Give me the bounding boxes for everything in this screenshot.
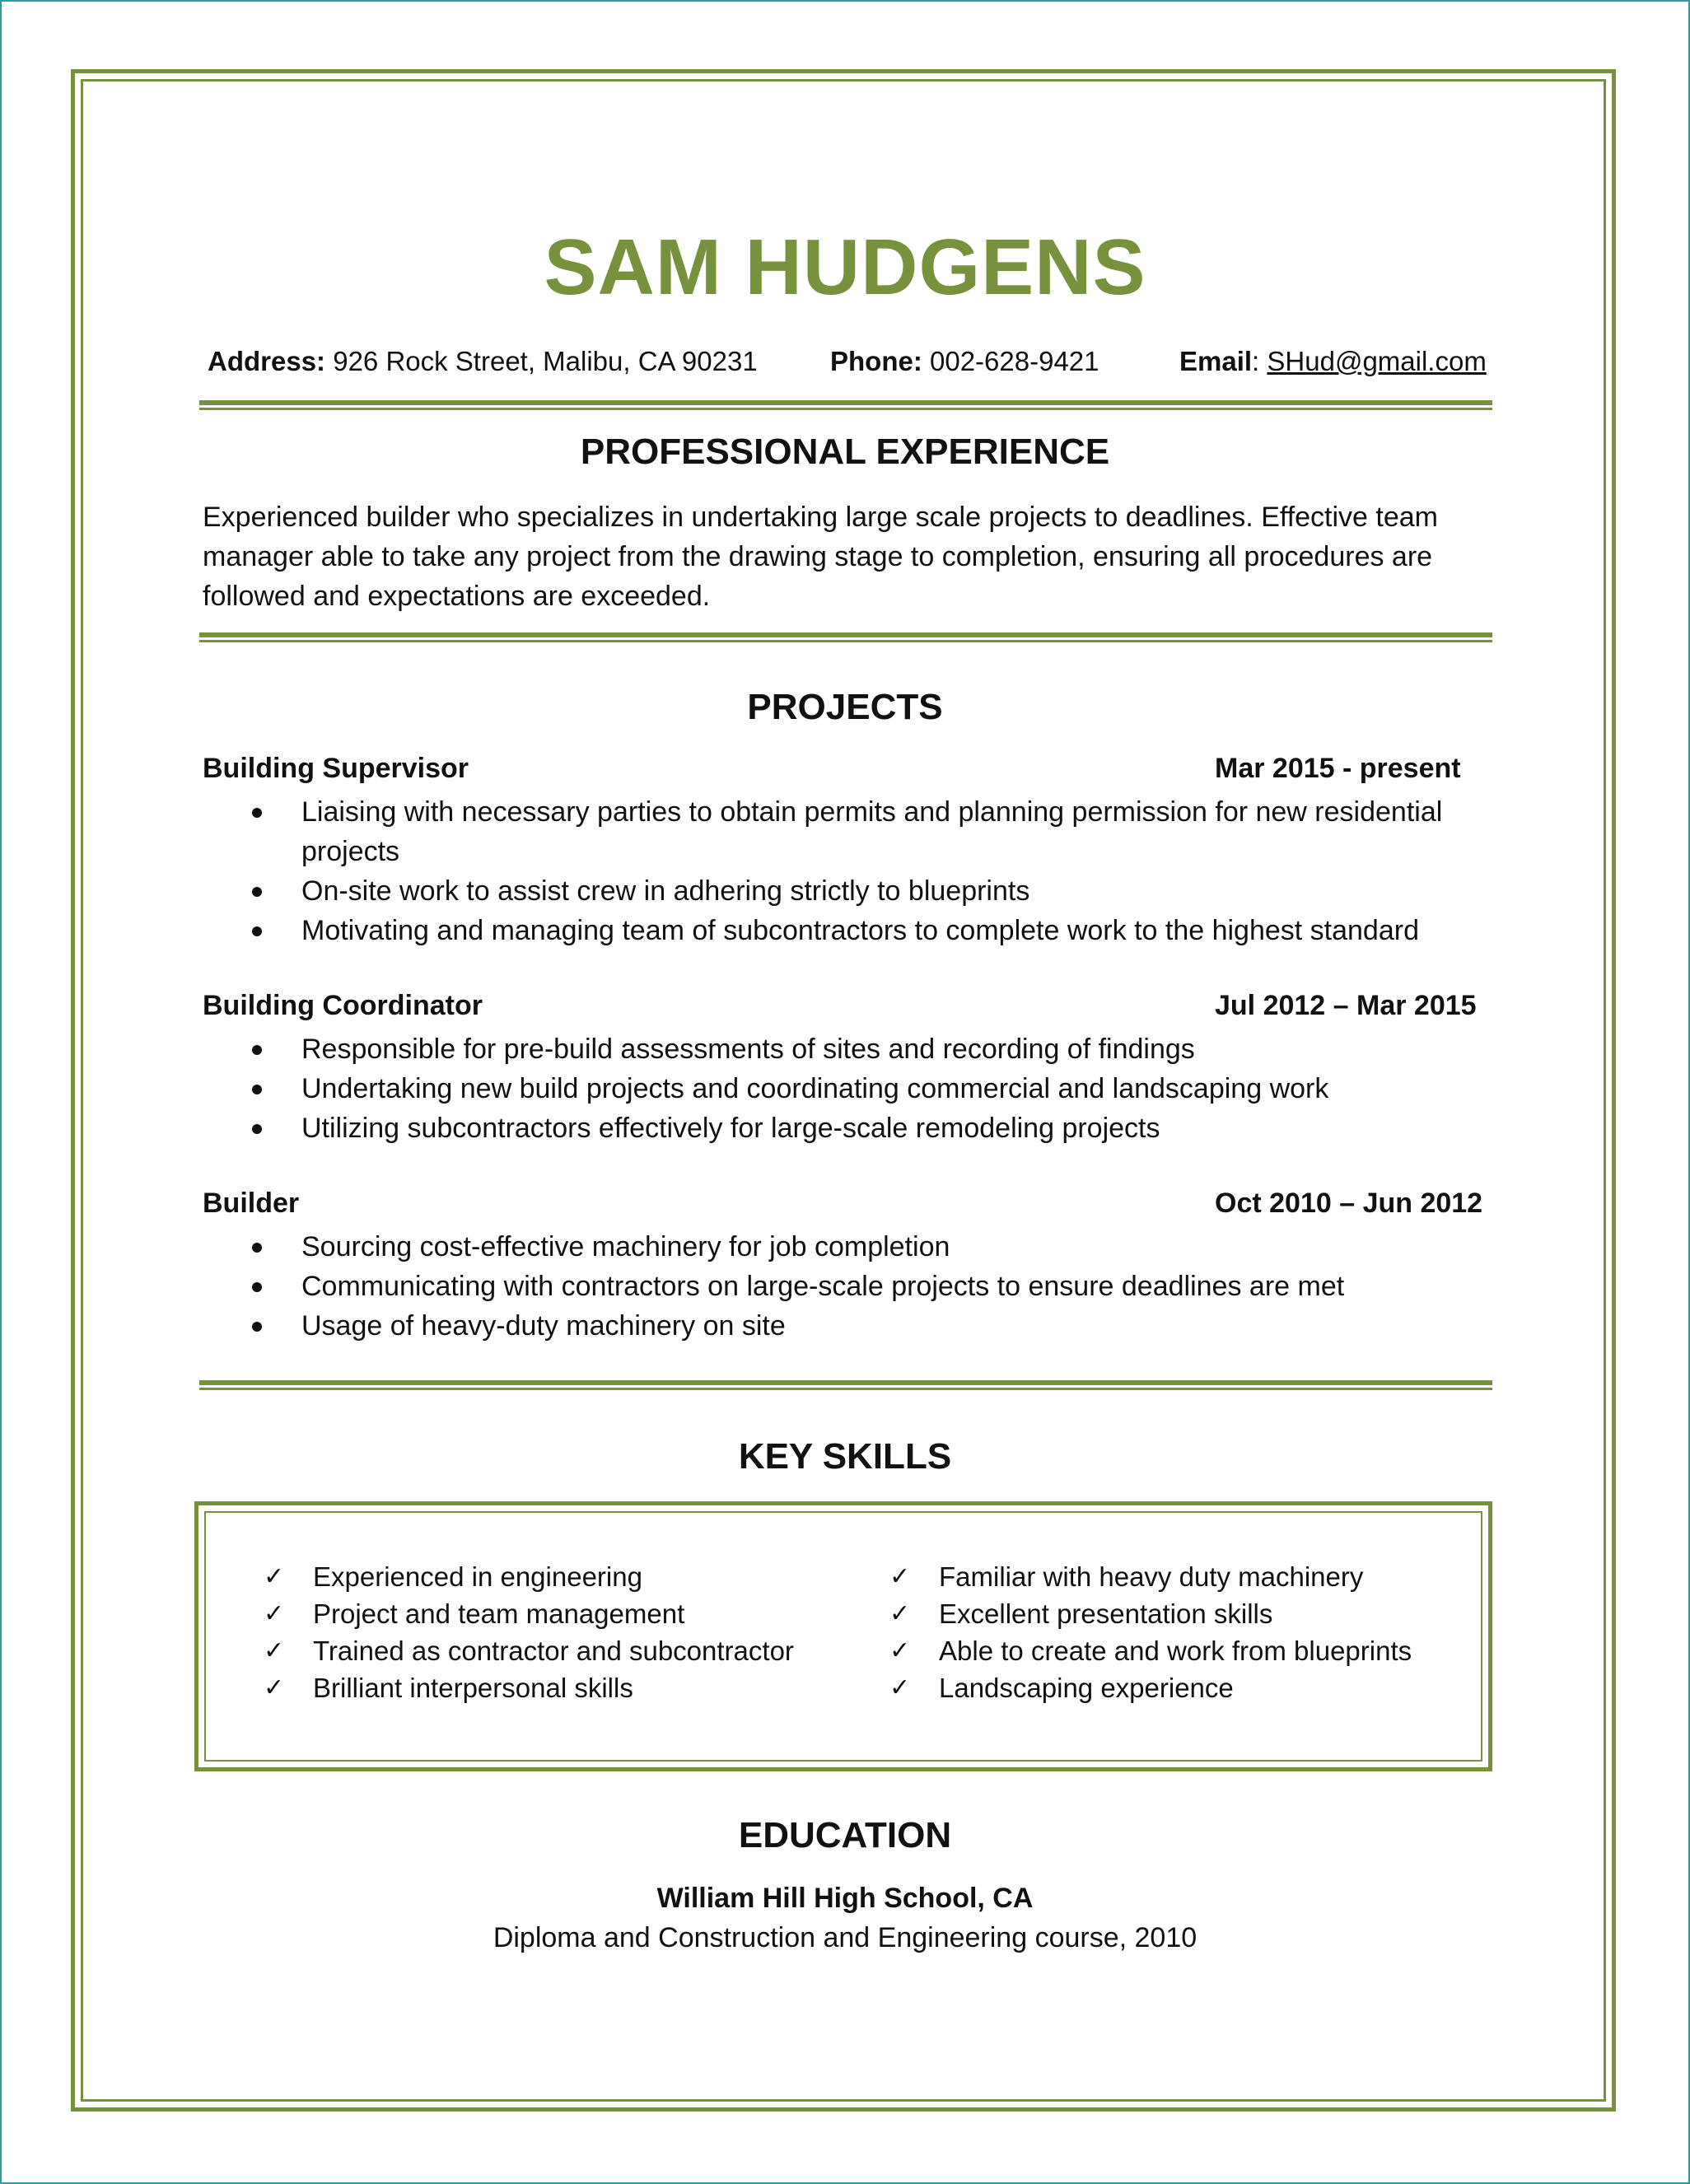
- divider: [199, 632, 1492, 644]
- list-item: [203, 911, 1504, 950]
- section-title-experience: PROFESSIONAL EXPERIENCE: [580, 432, 1110, 472]
- skill-text: Project and team management: [313, 1598, 685, 1629]
- check-icon: ✓: [264, 1562, 285, 1591]
- skill-text: Landscaping experience: [939, 1673, 1234, 1703]
- bullet-icon: [252, 1085, 262, 1094]
- job-dates: Oct 2010 – Jun 2012: [1215, 1188, 1483, 1219]
- section-title-skills: KEY SKILLS: [738, 1436, 952, 1477]
- divider: [199, 1380, 1492, 1392]
- list-item: [264, 1632, 794, 1669]
- bullet-icon: [252, 1282, 262, 1292]
- job-role: Building Coordinator: [203, 990, 483, 1021]
- check-icon: ✓: [264, 1599, 285, 1628]
- phone-label: Phone:: [830, 346, 922, 376]
- list-item: [889, 1558, 1412, 1595]
- list-item: [203, 1306, 1504, 1346]
- list-item: [203, 1029, 1504, 1069]
- check-icon: ✓: [889, 1636, 911, 1665]
- job-bullets: [203, 1227, 1504, 1346]
- skill-text: Trained as contractor and subcontractor: [313, 1636, 794, 1666]
- list-item: [203, 1108, 1504, 1148]
- bullet-icon: [252, 887, 262, 897]
- skill-text: Excellent presentation skills: [939, 1598, 1273, 1629]
- list-item: [203, 1267, 1504, 1306]
- bullet-text: Undertaking new build projects and coordinating commercial and landscaping work: [301, 1073, 1329, 1104]
- bullet-text: Utilizing subcontractors effectively for large-scale remodeling projects: [301, 1113, 1160, 1144]
- list-item: [264, 1558, 794, 1595]
- skill-text: Experienced in engineering: [313, 1561, 642, 1592]
- section-title-education: EDUCATION: [738, 1815, 952, 1855]
- email-link[interactable]: SHud@gmail.com: [1267, 346, 1487, 376]
- check-icon: ✓: [264, 1673, 285, 1702]
- job-bullets: [203, 1029, 1504, 1148]
- bullet-text: On-site work to assist crew in adhering strictly to blueprints: [301, 875, 1030, 907]
- email-label: Email: [1179, 346, 1253, 376]
- contact-email: [1179, 346, 1487, 377]
- skills-list-left: [264, 1558, 794, 1706]
- list-item: [264, 1669, 794, 1706]
- experience-summary: Experienced builder who specializes in undertaking large scale projects to deadlines. Effective team manager able to take any project from the drawing stage to completion, ensuring all procedures are followed and expectations are exceeded.: [203, 502, 1439, 612]
- skill-text: Brilliant interpersonal skills: [313, 1673, 633, 1703]
- list-item: [203, 792, 1504, 871]
- bullet-icon: [252, 1243, 262, 1253]
- skill-text: Able to create and work from blueprints: [939, 1636, 1412, 1666]
- education-school: William Hill High School, CA: [656, 1883, 1034, 1914]
- contact-address: [208, 346, 758, 377]
- address-value: 926 Rock Street, Malibu, CA 90231: [333, 346, 758, 376]
- list-item: [203, 1227, 1504, 1267]
- contact-phone: [830, 346, 1099, 377]
- bullet-icon: [252, 926, 262, 936]
- address-label: Address:: [208, 346, 326, 376]
- check-icon: ✓: [264, 1636, 285, 1665]
- section-title-projects: PROJECTS: [747, 687, 943, 727]
- email-label-colon: :: [1252, 346, 1260, 376]
- bullet-text: Communicating with contractors on large-scale projects to ensure deadlines are met: [301, 1271, 1345, 1302]
- bullet-icon: [252, 1322, 262, 1332]
- list-item: [203, 871, 1504, 911]
- job-bullets: [203, 792, 1504, 950]
- bullet-text: Responsible for pre-build assessments of sites and recording of findings: [301, 1034, 1195, 1065]
- bullet-icon: [252, 1124, 262, 1134]
- bullet-icon: [252, 808, 262, 818]
- check-icon: ✓: [889, 1599, 911, 1628]
- phone-value: 002-628-9421: [930, 346, 1099, 376]
- skills-list-right: [889, 1558, 1412, 1706]
- list-item: [264, 1595, 794, 1632]
- job-role: Building Supervisor: [203, 753, 469, 784]
- job-dates: Mar 2015 - present: [1215, 753, 1461, 784]
- bullet-icon: [252, 1045, 262, 1055]
- skill-text: Familiar with heavy duty machinery: [939, 1561, 1364, 1592]
- divider: [199, 400, 1492, 412]
- list-item: [889, 1669, 1412, 1706]
- bullet-text: Liaising with necessary parties to obtain permits and planning permission for new residential projects: [301, 796, 1443, 867]
- list-item: [203, 1069, 1504, 1108]
- check-icon: ✓: [889, 1673, 911, 1702]
- check-icon: ✓: [889, 1562, 911, 1591]
- list-item: [889, 1595, 1412, 1632]
- bullet-text: Sourcing cost-effective machinery for job completion: [301, 1231, 950, 1262]
- job-dates: Jul 2012 – Mar 2015: [1215, 990, 1477, 1021]
- education-course: Diploma and Construction and Engineering course, 2010: [493, 1922, 1197, 1953]
- candidate-name: SAM HUDGENS: [544, 223, 1146, 311]
- job-role: Builder: [203, 1188, 300, 1219]
- bullet-text: Motivating and managing team of subcontractors to complete work to the highest standard: [301, 915, 1419, 946]
- bullet-text: Usage of heavy-duty machinery on site: [301, 1310, 786, 1342]
- list-item: [889, 1632, 1412, 1669]
